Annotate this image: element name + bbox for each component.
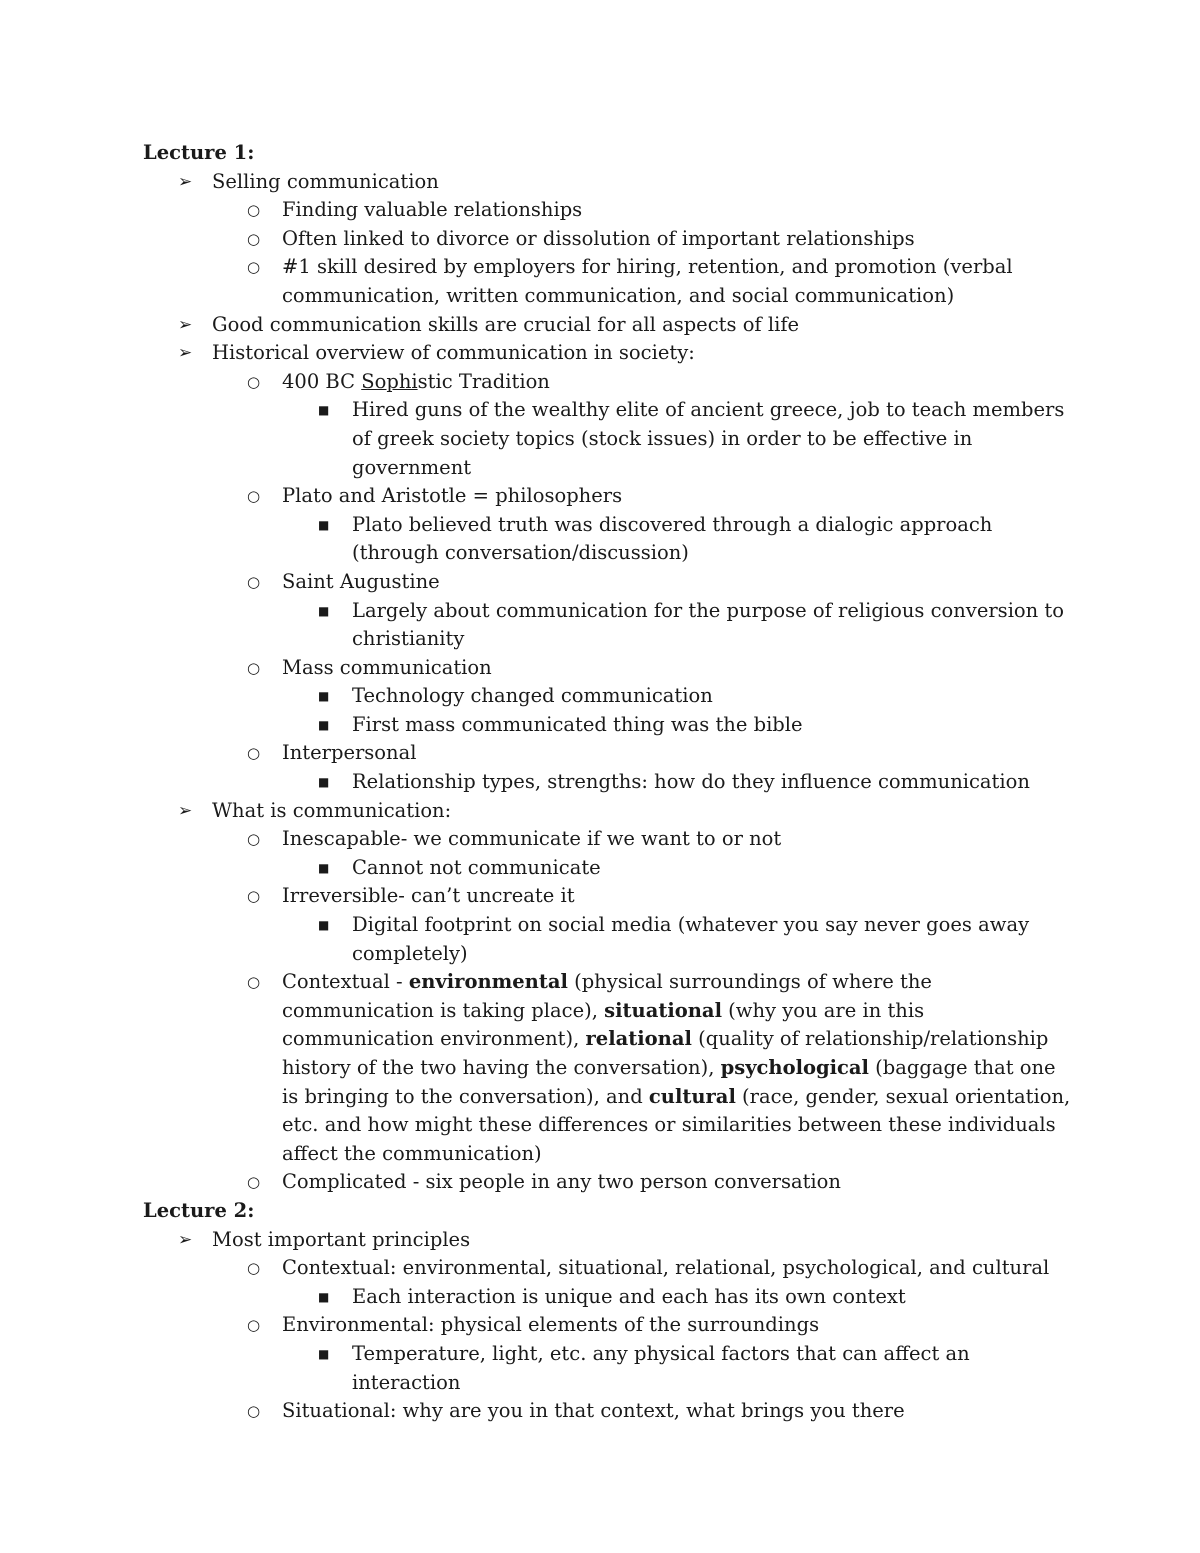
list-item: ○ Contextual - environmental (physical surroundings of where the communication is taking place), situational (why you are in this communication environment), relational (quality of relationship/relationship history of the two having the conversation), psychological (baggage that one is bringing to the conversation), and cultural (race, gender, sexual orientation, etc. and how might these differences or similarities between these individuals affect the communication) [247, 970, 1071, 1165]
circle-bullet-icon: ○ [247, 744, 261, 763]
square-bullet-icon: ■ [318, 1346, 330, 1361]
list-item: ■ Each interaction is unique and each has its own context [143, 1283, 1073, 1312]
lecture-1-heading: Lecture 1: [143, 141, 255, 164]
square-bullet-icon: ■ [318, 860, 330, 875]
circle-bullet-icon: ○ [247, 201, 261, 220]
square-bullet-icon: ■ [318, 603, 330, 618]
circle-bullet-icon: ○ [247, 372, 261, 391]
arrow-bullet-icon: ➢ [178, 314, 193, 335]
list-item: ■ Cannot not communicate [143, 854, 1073, 883]
list-item: ○ Often linked to divorce or dissolution of important relationships [143, 225, 1073, 254]
list-item: ○ Saint Augustine [143, 568, 1073, 597]
list-item: ○ Finding valuable relationships [143, 196, 1073, 225]
circle-bullet-icon: ○ [247, 1402, 261, 1421]
circle-bullet-icon: ○ [247, 1316, 261, 1335]
list-item: ○ Mass communication [143, 654, 1073, 683]
list-item: ➢ What is communication: [143, 797, 1073, 826]
square-bullet-icon: ■ [318, 918, 330, 933]
list-item: ➢ Most important principles [143, 1226, 1073, 1255]
list-item: ■ Relationship types, strengths: how do they influence communication [143, 768, 1073, 797]
circle-bullet-icon: ○ [247, 973, 261, 992]
circle-bullet-icon: ○ [247, 572, 261, 591]
circle-bullet-icon: ○ [247, 830, 261, 849]
list-item: ○ #1 skill desired by employers for hiring, retention, and promotion (verbal communication, written communication, and social communication) [247, 255, 1013, 307]
square-bullet-icon: ■ [318, 775, 330, 790]
circle-bullet-icon: ○ [247, 258, 261, 277]
square-bullet-icon: ■ [318, 689, 330, 704]
circle-bullet-icon: ○ [247, 658, 261, 677]
list-item: ○ Environmental: physical elements of the surroundings [143, 1311, 1073, 1340]
circle-bullet-icon: ○ [247, 887, 261, 906]
circle-bullet-icon: ○ [247, 1259, 261, 1278]
square-bullet-icon: ■ [318, 1289, 330, 1304]
list-item: ○ Plato and Aristotle = philosophers [143, 482, 1073, 511]
list-item: ➢ Selling communication [143, 168, 1073, 197]
list-item: ■ Largely about communication for the purpose of religious conversion to christianity [318, 598, 1064, 651]
list-item: ○ Interpersonal [143, 739, 1073, 768]
square-bullet-icon: ■ [318, 403, 330, 418]
list-item: ■ Digital footprint on social media (whatever you say never goes away completely) [318, 913, 1030, 965]
list-item: ○ Irreversible- can’t uncreate it [143, 882, 1073, 911]
list-item: ■ Hired guns of the wealthy elite of ancient greece, job to teach members of greek society topics (stock issues) in order to be effective in government [318, 398, 1065, 479]
list-item: ➢ Historical overview of communication in society: [143, 339, 1073, 368]
list-item: ○ Inescapable- we communicate if we want to or not [143, 825, 1073, 854]
notes-content [143, 139, 1073, 1426]
circle-bullet-icon: ○ [247, 487, 261, 506]
lecture-2-heading: Lecture 2: [143, 1198, 255, 1222]
square-bullet-icon: ■ [318, 717, 330, 732]
square-bullet-icon: ■ [318, 517, 330, 532]
list-item: ○ 400 BC Sophistic Tradition [143, 368, 1073, 397]
list-item: ○ Complicated - six people in any two person conversation [143, 1168, 1073, 1197]
list-item: ■ Technology changed communication [143, 682, 1073, 711]
arrow-bullet-icon: ➢ [178, 800, 193, 821]
arrow-bullet-icon: ➢ [178, 343, 193, 364]
circle-bullet-icon: ○ [247, 1173, 261, 1192]
list-item: ■ First mass communicated thing was the bible [143, 711, 1073, 740]
arrow-bullet-icon: ➢ [178, 171, 193, 192]
list-item: ○ Contextual: environmental, situational, relational, psychological, and cultural [143, 1254, 1073, 1283]
list-item: ➢ Good communication skills are crucial for all aspects of life [143, 311, 1073, 340]
list-item: ○ Situational: why are you in that context, what brings you there [143, 1397, 1073, 1426]
list-item: ■ Temperature, light, etc. any physical factors that can affect an interaction [318, 1341, 970, 1394]
list-item: ■ Plato believed truth was discovered through a dialogic approach (through conversation/discussion) [318, 512, 993, 565]
circle-bullet-icon: ○ [247, 229, 261, 248]
arrow-bullet-icon: ➢ [178, 1229, 193, 1250]
